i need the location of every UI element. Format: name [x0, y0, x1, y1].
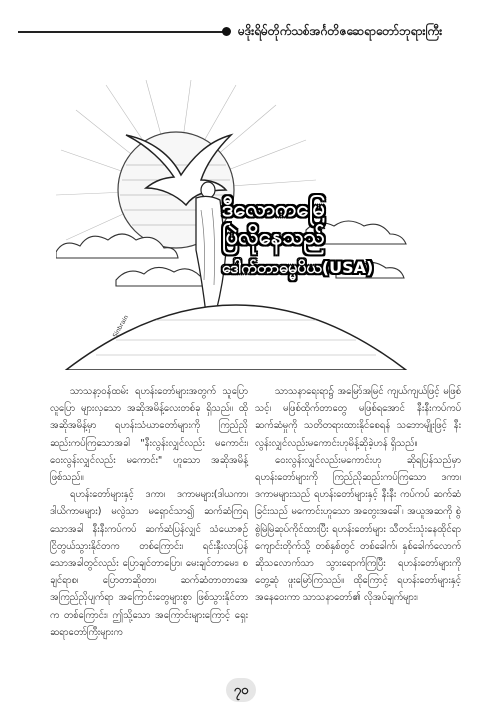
body-column-left — [50, 383, 248, 641]
article-author: ဒေါက်တာဓမ္မပိယ(USA) — [222, 258, 374, 277]
header-bullet-icon — [222, 27, 231, 36]
article-title-line-2: ပြဲလိုနေသည် — [222, 225, 325, 250]
paragraph: ဝေးလွန်းလျှင်လည်းမကောင်းဟု ဆိုရပြန်သည်မှာ ရဟန်းတော်များကို ကြည်ညိုဆည်းကပ်ကြသော ဒကာ၊ ဒကာမများသည် ရဟန်းတော်များနှင့် နီးနီး ကပ်ကပ် ဆက်ဆံခြင်းသည် မကောင်းဟူသော အတွေးအခေါ်၊ အယူအဆကို စွဲစွဲမြဲမြဲဆုပ်ကိုင်ထားပြီး ရဟန်းတော်များ သီတင်းသုံးနေထိုင်ရာ ကျောင်းတိုက်သို့ တစ်နှစ်တွင် တစ်ခေါက်၊ နှစ်ခေါက်လောက် ဆိုသလောက်သာ သွားရောက်ကြပြီး ရဟန်းတော်များကို တွေ့ဆုံ ဖူးမြော်ကြသည်။ ထိုကြောင့် ရဟန်းတော်များနှင့် အနေဝေးကာ သာသနာတော်၏ လိုအပ်ချက်များ၊ — [255, 454, 461, 604]
paragraph: သာသနာ့ဝန်ထမ်း ရဟန်းတော်များအတွက် သူပြောလူပြော များလှသော အဆိုအမိန့်လေးတစ်ခု ရှိသည်။ ထိုအဆိုအမိန့်မှာ ရဟန်းသံဃာတော်များကို ကြည်ညိုဆည်းကပ်ကြသောအခါ "နီးလွန်းလျှင်လည်း မကောင်း၊ ဝေးလွန်းလျှင်လည်း မကောင်း" ဟူသော အဆိုအမိန့်ဖြစ်သည်။ — [50, 386, 248, 484]
article-title-block — [222, 196, 408, 278]
header-title: မဒိုးရိမ်တိုက်သစ်အင်္ဂတိဇဆေရာတော်ဘုရားကြီး — [238, 24, 443, 38]
page-number-badge — [226, 678, 256, 702]
page-header — [18, 22, 470, 42]
page-number: ၇၀ — [233, 683, 249, 698]
paragraph: သာသနာရေးရာ၌ အမြော်အမြင် ကျယ်ကျယ်ဖြင့် မဖြစ်သင့်၊ မဖြစ်ထိုက်တာတွေ မဖြစ်ရအောင် နီးနီးကပ်ကပ် ဆက်ဆံမှုကို သတိတရားထားနိုင်စေရန် သဘောမျိုးဖြင့် နီးလွန်းလျှင်လည်းမကောင်းဟုမိန့်ဆိုခဲ့ဟန် ရှိသည်။ — [255, 386, 461, 449]
body-column-right — [255, 383, 461, 607]
header-rule — [18, 31, 223, 33]
artist-signature: Sinbrain — [111, 314, 131, 339]
article-title-line-1: ဒီလောကမြေ — [222, 197, 326, 222]
paragraph: ရဟန်းတော်များနှင့် ဒကာ၊ ဒကာမများ(ဒါယကာ၊ ဒါယိကာမများ) မလွဲသာ မရှောင်သာ၍ ဆက်ဆံကြရသောအခါ နီးနီးကပ်ကပ် ဆက်ဆံပြန်လျှင် သံယောဇဉ် ငြိတွယ်သွားနိုင်တက တစ်ကြောင်း၊ ရင်းနှီးလာပြန်သောအခါတွင်လည်း ပြောချင်တာပြော၊ မေးချင်တာမေး၊ စချင်ရာစ၊ ပြောတာဆိုတာ၊ ဆက်ဆံတာတာအေ အကြည်ညိုပျက်ရာ အကြောင်းတွေများစွာ ဖြစ်သွားနိုင်တာက တစ်ကြောင်း၊ ဤသို့သော အကြောင်းများကြောင့် ရှေးဆရာတော်ကြီးများက — [50, 489, 248, 638]
